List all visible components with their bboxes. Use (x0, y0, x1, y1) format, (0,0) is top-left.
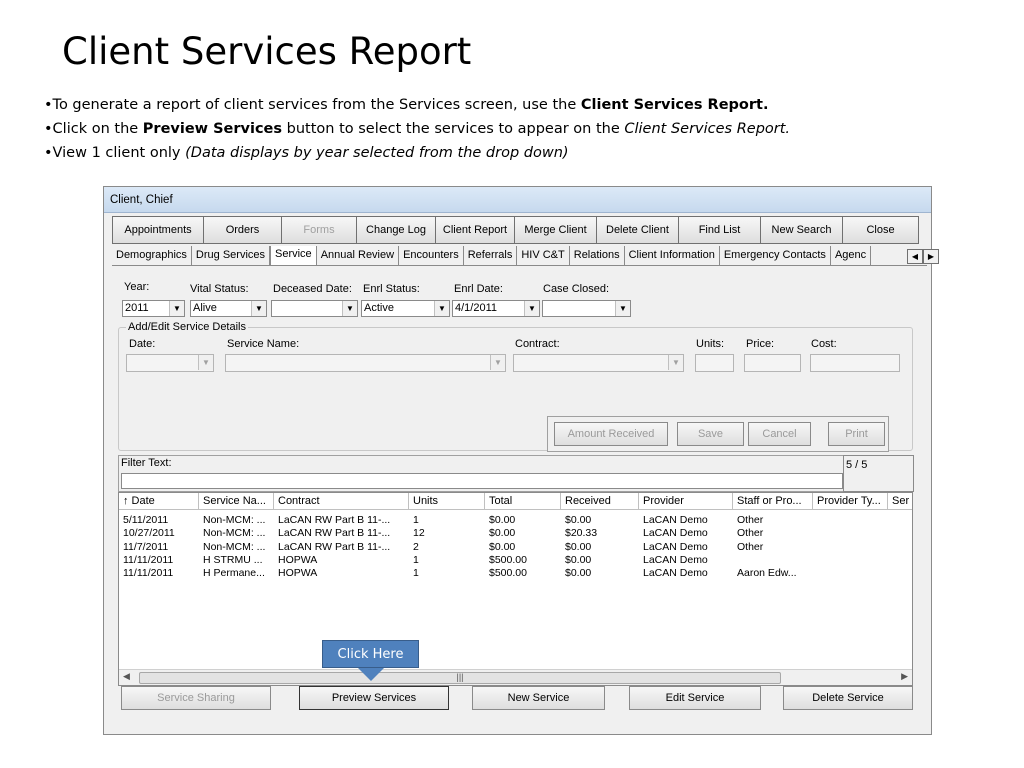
tab-drug-services[interactable]: Drug Services (192, 246, 270, 265)
bullet-3-text: •View 1 client only (44, 145, 186, 161)
table-row[interactable] (119, 567, 813, 580)
date-label: Date: (129, 338, 156, 350)
merge-client-button[interactable]: Merge Client (514, 216, 597, 244)
case-closed-picker[interactable] (542, 300, 631, 317)
tab-scroll-left-icon[interactable]: ◀ (907, 249, 923, 264)
find-list-button[interactable]: Find List (678, 216, 761, 244)
scrollbar-thumb[interactable]: ||| (139, 672, 781, 684)
orders-button[interactable]: Orders (203, 216, 282, 244)
callout-arrow-icon (358, 668, 384, 681)
cell-units: 1 (413, 514, 419, 526)
enrl-status-label: Enrl Status: (363, 283, 420, 295)
enrl-date-value: 4/1/2011 (455, 302, 498, 314)
table-row[interactable] (119, 527, 813, 540)
edit-service-button[interactable]: Edit Service (629, 686, 761, 710)
cell-date: 11/7/2011 (123, 540, 169, 553)
year-label: Year: (124, 281, 150, 293)
chevron-down-icon: ▼ (615, 301, 630, 316)
enrl-date-picker[interactable] (452, 300, 540, 317)
cell-total: $0.00 (489, 527, 516, 540)
bullet-2-mid: button to select the services to appear on the (282, 121, 625, 137)
change-log-button[interactable]: Change Log (356, 216, 436, 244)
service-details-title: Add/Edit Service Details (128, 321, 246, 333)
table-row[interactable] (119, 541, 813, 554)
bullet-1 (44, 93, 790, 117)
year-select[interactable] (122, 300, 185, 317)
client-report-button[interactable]: Client Report (435, 216, 515, 244)
cell-staff: Other (737, 514, 764, 526)
tab-client-information[interactable]: Client Information (625, 246, 720, 265)
click-here-callout: Click Here (322, 640, 419, 668)
cost-label: Cost: (811, 338, 837, 350)
cell-units: 1 (413, 553, 419, 566)
tab-strip (112, 246, 927, 266)
bullet-1-bold: Client Services Report. (580, 97, 769, 113)
column-header-staff[interactable]: Staff or Pro... (733, 493, 813, 509)
service-sharing-button[interactable]: Service Sharing (121, 686, 271, 710)
enrl-status-value: Active (364, 302, 394, 314)
cell-contract: HOPWA (278, 553, 318, 566)
year-value: 2011 (125, 302, 149, 314)
chevron-down-icon: ▼ (490, 355, 505, 370)
bullet-2 (44, 117, 790, 141)
cell-received: $0.00 (565, 567, 592, 580)
cell-total: $0.00 (489, 540, 516, 553)
tab-emergency-contacts[interactable]: Emergency Contacts (720, 246, 831, 265)
services-grid[interactable] (118, 492, 913, 686)
delete-service-button[interactable]: Delete Service (783, 686, 913, 710)
cell-provider: LaCAN Demo (643, 553, 708, 566)
close-button[interactable]: Close (842, 216, 919, 244)
cell-service-name: Non-MCM: ... (203, 527, 266, 540)
cell-staff (733, 554, 813, 567)
cell-units: 2 (413, 540, 419, 553)
chevron-down-icon: ▼ (198, 355, 213, 370)
chevron-down-icon: ▼ (524, 301, 539, 316)
tab-relations[interactable]: Relations (570, 246, 625, 265)
window-title: Client, Chief (104, 187, 931, 213)
column-header-provider-type[interactable]: Provider Ty... (813, 493, 888, 509)
cell-contract: LaCAN RW Part B 11-... (278, 514, 391, 526)
cell-staff: Aaron Edw... (737, 567, 797, 580)
chevron-down-icon: ▼ (434, 301, 449, 316)
tab-scroll-right-icon[interactable]: ▶ (923, 249, 939, 264)
cell-provider: LaCAN Demo (643, 514, 708, 526)
deceased-date-label: Deceased Date: (273, 283, 352, 295)
bullet-1-text: •To generate a report of client services from the Services screen, use the (44, 97, 581, 113)
cell-service-name: H STRMU ... (203, 553, 263, 566)
service-date-picker[interactable] (126, 354, 214, 372)
cell-received: $0.00 (565, 553, 592, 566)
chevron-down-icon: ▼ (169, 301, 184, 316)
tab-service[interactable]: Service (270, 246, 317, 266)
chevron-down-icon: ▼ (668, 355, 683, 370)
column-header-ser[interactable]: Ser (888, 493, 913, 509)
forms-button[interactable]: Forms (281, 216, 357, 244)
tab-scroll-buttons (907, 249, 939, 264)
filter-text-label: Filter Text: (121, 457, 172, 469)
bullet-2-text: •Click on the (44, 121, 143, 137)
save-button[interactable]: Save (677, 422, 744, 446)
column-header-service-name[interactable]: Service Na... (199, 493, 274, 509)
column-header-total[interactable]: Total (485, 493, 561, 509)
bullet-2-italic: Client Services Report. (624, 121, 791, 137)
grid-body (119, 514, 813, 580)
tab-agencies[interactable]: Agenc (831, 246, 871, 265)
contract-select[interactable] (513, 354, 684, 372)
grid-header (119, 493, 913, 510)
delete-client-button[interactable]: Delete Client (596, 216, 679, 244)
deceased-date-picker[interactable] (271, 300, 358, 317)
enrl-date-label: Enrl Date: (454, 283, 503, 295)
price-label: Price: (746, 338, 775, 350)
column-header-provider[interactable]: Provider (639, 493, 733, 509)
vital-status-select[interactable] (190, 300, 267, 317)
cell-total: $0.00 (489, 514, 516, 526)
new-service-button[interactable]: New Service (472, 686, 605, 710)
preview-services-button[interactable]: Preview Services (299, 686, 449, 710)
column-header-units[interactable]: Units (409, 493, 485, 509)
cell-date: 10/27/2011 (123, 527, 175, 540)
table-row[interactable] (119, 554, 813, 567)
cell-received: $0.00 (565, 540, 592, 553)
column-header-contract[interactable]: Contract (274, 493, 409, 509)
new-search-button[interactable]: New Search (760, 216, 843, 244)
cell-provider: LaCAN Demo (643, 540, 708, 553)
column-header-date[interactable]: ↑ Date (119, 493, 199, 509)
appointments-button[interactable]: Appointments (112, 216, 204, 244)
cell-service-name: Non-MCM: ... (203, 514, 266, 526)
cell-date: 11/11/2011 (123, 567, 174, 580)
enrl-status-select[interactable] (361, 300, 450, 317)
client-window (103, 186, 935, 735)
cell-staff: Other (737, 540, 764, 553)
print-button[interactable]: Print (828, 422, 885, 446)
cell-contract: LaCAN RW Part B 11-... (278, 527, 391, 540)
service-name-select[interactable] (225, 354, 506, 372)
record-count: 5 / 5 (843, 455, 914, 492)
toolbar (112, 216, 918, 244)
vital-status-value: Alive (193, 302, 217, 314)
scroll-left-icon[interactable]: ◀ (123, 671, 130, 681)
chevron-down-icon: ▼ (342, 301, 357, 316)
cell-contract: HOPWA (278, 567, 318, 580)
units-label: Units: (696, 338, 725, 350)
horizontal-scrollbar[interactable] (119, 669, 912, 685)
cell-total: $500.00 (489, 567, 527, 580)
cell-units: 12 (413, 527, 425, 540)
cost-input[interactable] (810, 354, 900, 372)
tab-hiv-ct[interactable]: HIV C&T (517, 246, 569, 265)
bullet-3-italic: (Data displays by year selected from the drop down) (185, 145, 569, 161)
amount-received-button[interactable]: Amount Received (554, 422, 668, 446)
chevron-down-icon: ▼ (251, 301, 266, 316)
cell-received: $0.00 (565, 514, 592, 526)
cell-staff: Other (737, 527, 764, 540)
cell-service-name: Non-MCM: ... (203, 540, 266, 553)
cancel-button[interactable]: Cancel (748, 422, 811, 446)
table-row[interactable] (119, 514, 813, 527)
cell-service-name: H Permane... (203, 567, 265, 580)
slide-title: Client Services Report (62, 30, 472, 73)
cell-date: 5/11/2011 (123, 514, 169, 526)
tab-encounters[interactable]: Encounters (399, 246, 464, 265)
tab-demographics[interactable]: Demographics (112, 246, 192, 265)
cell-total: $500.00 (489, 553, 527, 566)
cell-units: 1 (413, 567, 419, 580)
scroll-right-icon[interactable]: ▶ (901, 671, 908, 681)
service-name-label: Service Name: (227, 338, 300, 350)
contract-label: Contract: (515, 338, 560, 350)
cell-provider: LaCAN Demo (643, 527, 708, 540)
cell-received: $20.33 (565, 527, 598, 540)
bullet-2-bold: Preview Services (142, 121, 283, 137)
filter-text-input[interactable] (121, 473, 843, 489)
tab-referrals[interactable]: Referrals (464, 246, 518, 265)
case-closed-label: Case Closed: (543, 283, 610, 295)
price-input[interactable] (744, 354, 801, 372)
bullet-list (44, 93, 790, 165)
units-input[interactable] (695, 354, 734, 372)
cell-provider: LaCAN Demo (643, 567, 708, 580)
cell-contract: LaCAN RW Part B 11-... (278, 540, 391, 553)
tab-annual-review[interactable]: Annual Review (317, 246, 399, 265)
bullet-3 (44, 141, 790, 165)
column-header-received[interactable]: Received (561, 493, 639, 509)
vital-status-label: Vital Status: (190, 283, 249, 295)
cell-date: 11/11/2011 (123, 553, 174, 566)
